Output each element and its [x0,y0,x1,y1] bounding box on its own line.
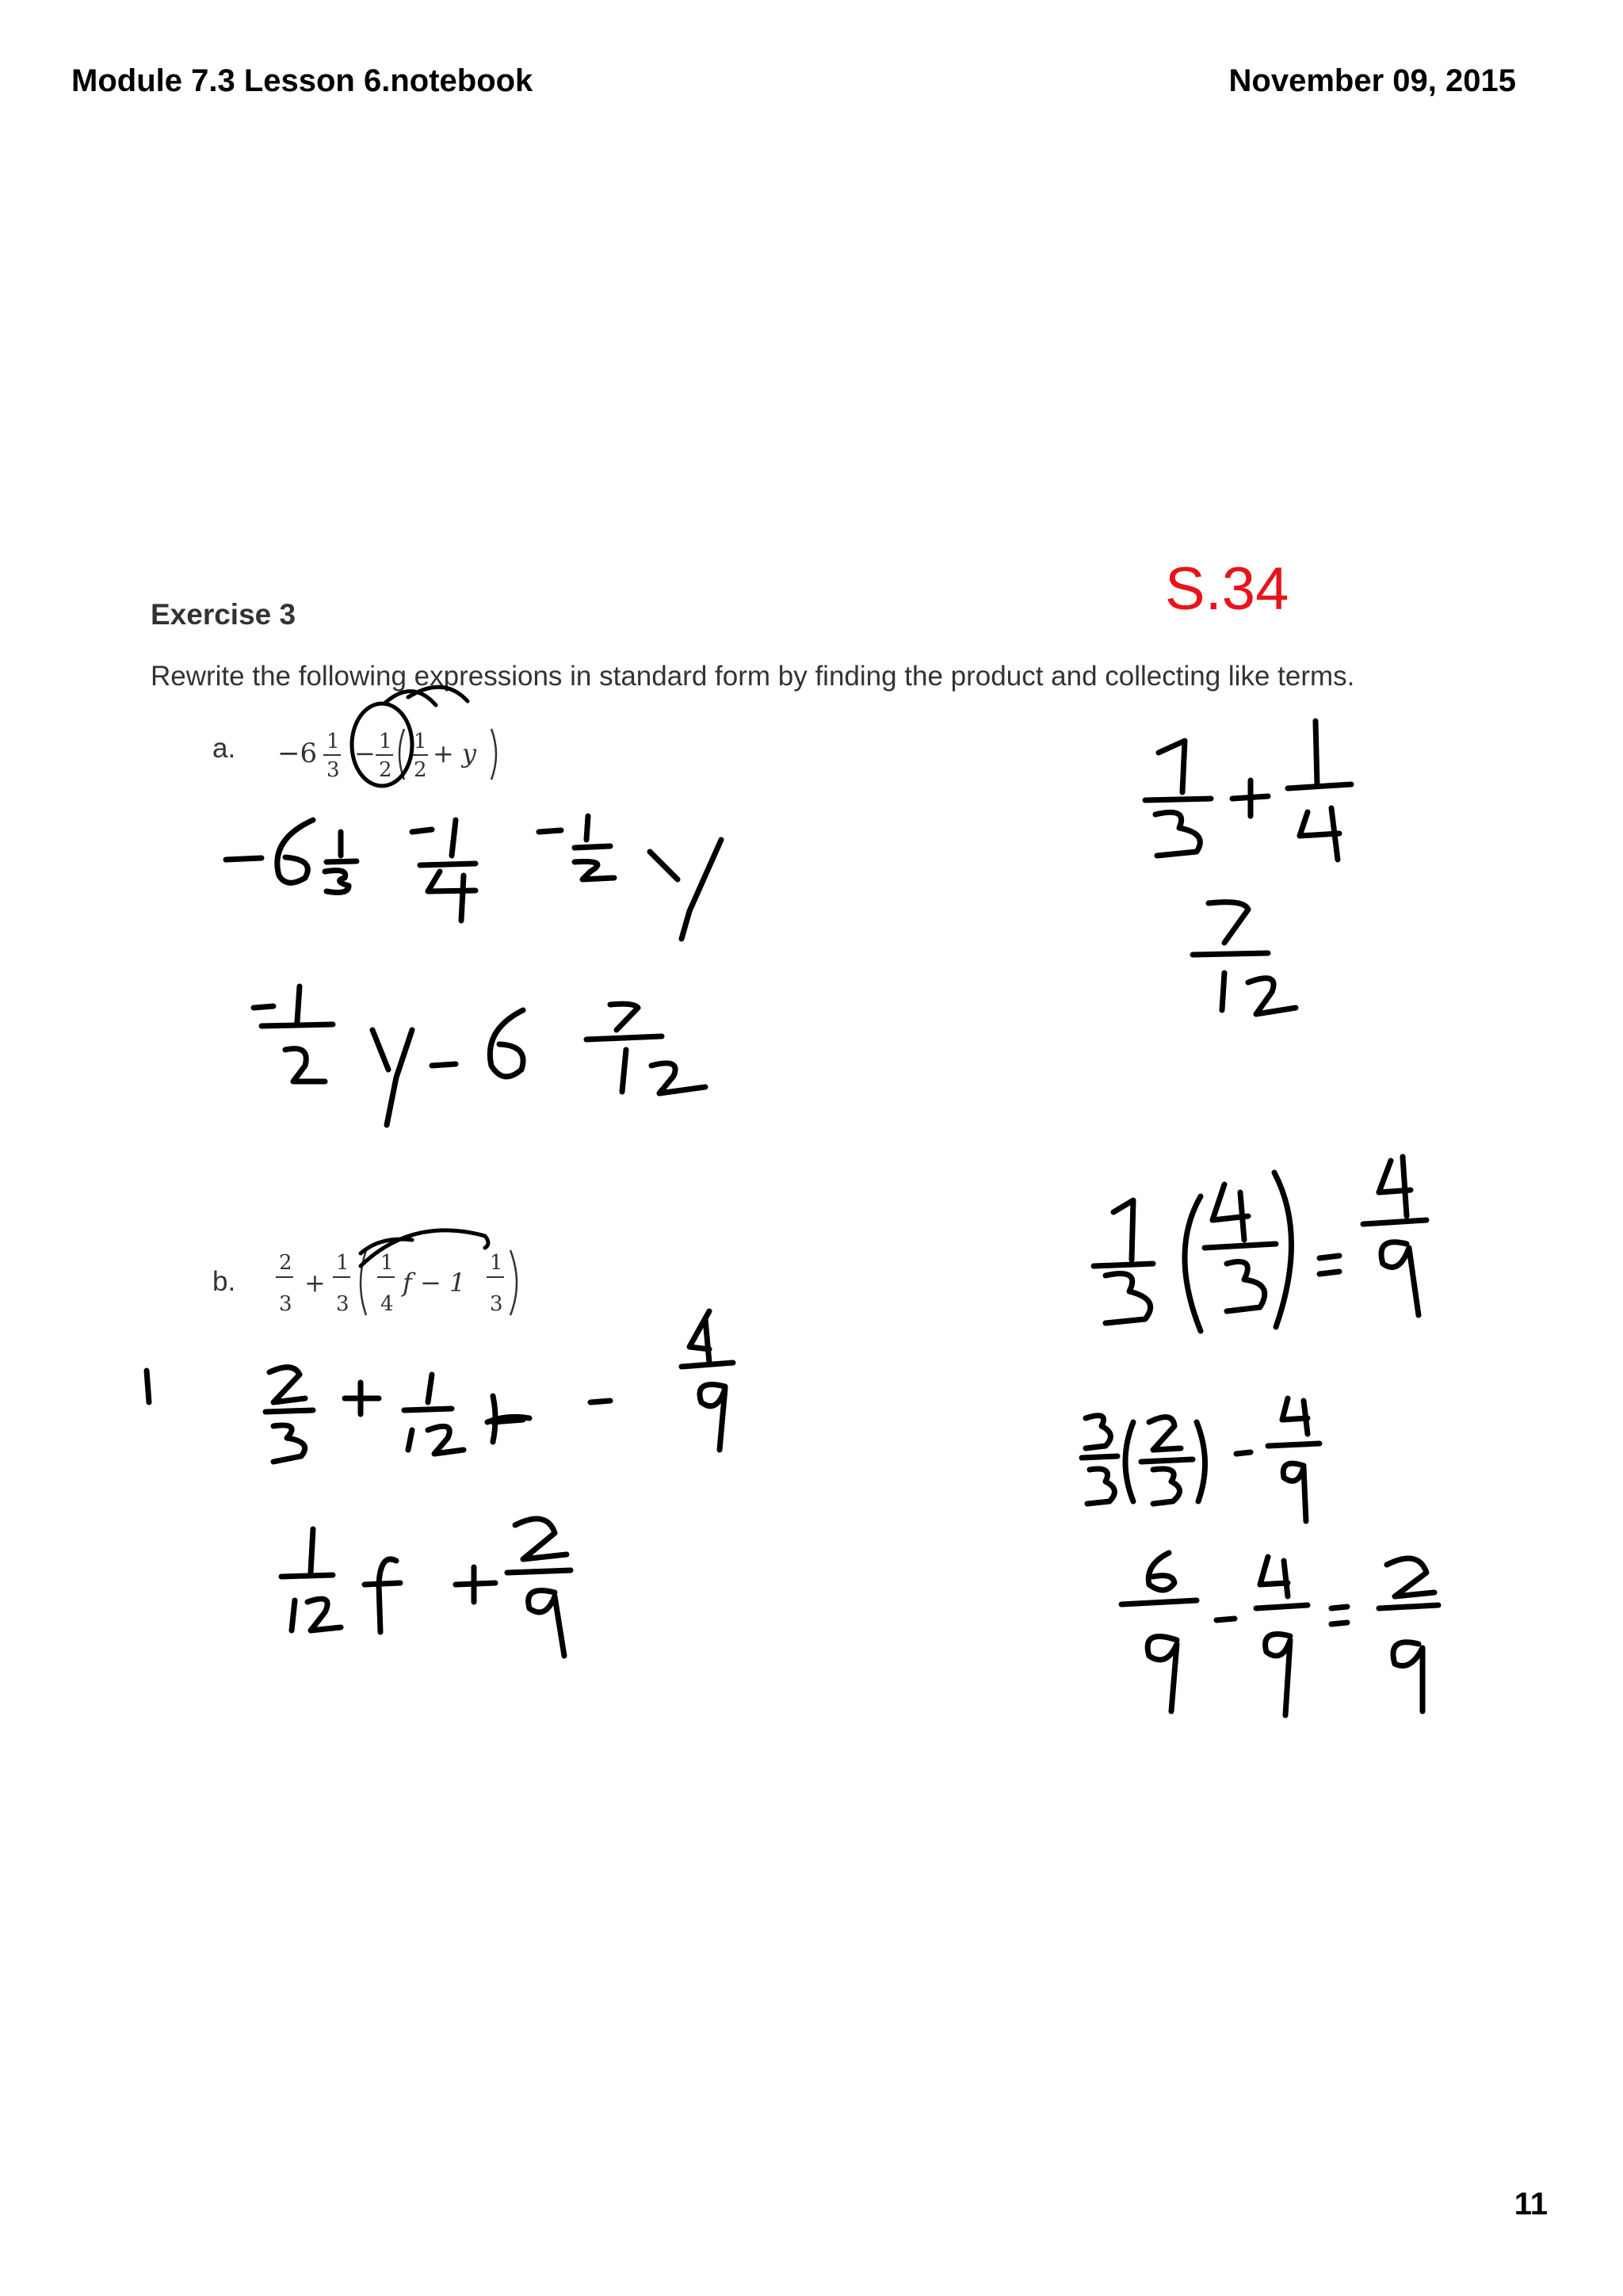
page-number: 11 [1514,2187,1548,2222]
b-frac4-den: 3 [490,1292,503,1316]
a-frac2-den: 2 [379,758,392,782]
a-minus: − [354,738,376,769]
work-right-line3 [1082,1398,1319,1521]
a-frac2-num: 1 [379,730,392,753]
handwriting-ink [147,687,1438,1715]
b-frac3-num: 1 [380,1251,394,1275]
work-right-line4 [1121,1553,1438,1715]
part-b-label: b. [212,1266,236,1297]
exercise-title: Exercise 3 [151,598,296,631]
work-a-line2 [254,986,705,1125]
a-plus-y: + y [433,738,477,769]
exercise-instructions: Rewrite the following expressions in standard form by finding the product and collecting like terms. [151,661,1355,692]
reference-label: S.34 [1165,555,1289,623]
work-b-line1 [147,1311,733,1462]
a-whole: −6 [277,738,318,769]
a-frac3-den: 2 [414,758,427,782]
work-a-line1 [226,816,721,939]
work-right-sum [1145,721,1351,1014]
work-right-product [1094,1157,1426,1331]
part-a-label: a. [212,733,236,764]
b-f-minus-1: f − 1 [403,1268,466,1298]
work-b-line2 [281,1519,571,1656]
a-frac1-den: 3 [327,758,340,782]
b-frac1-den: 3 [279,1292,292,1316]
b-frac4-num: 1 [490,1251,503,1275]
b-frac2-den: 3 [336,1292,349,1316]
a-frac3-num: 1 [414,730,427,753]
part-b-expression [276,1250,517,1316]
b-frac3-den: 4 [380,1292,394,1316]
b-frac1-num: 2 [279,1251,292,1275]
document-date: November 09, 2015 [1228,63,1516,98]
document-title: Module 7.3 Lesson 6.notebook [71,63,533,98]
distribute-arc-a2 [408,687,468,701]
part-a-expression [277,729,496,782]
b-plus: + [304,1268,326,1298]
a-frac1-num: 1 [327,730,340,753]
b-frac2-num: 1 [336,1251,349,1275]
